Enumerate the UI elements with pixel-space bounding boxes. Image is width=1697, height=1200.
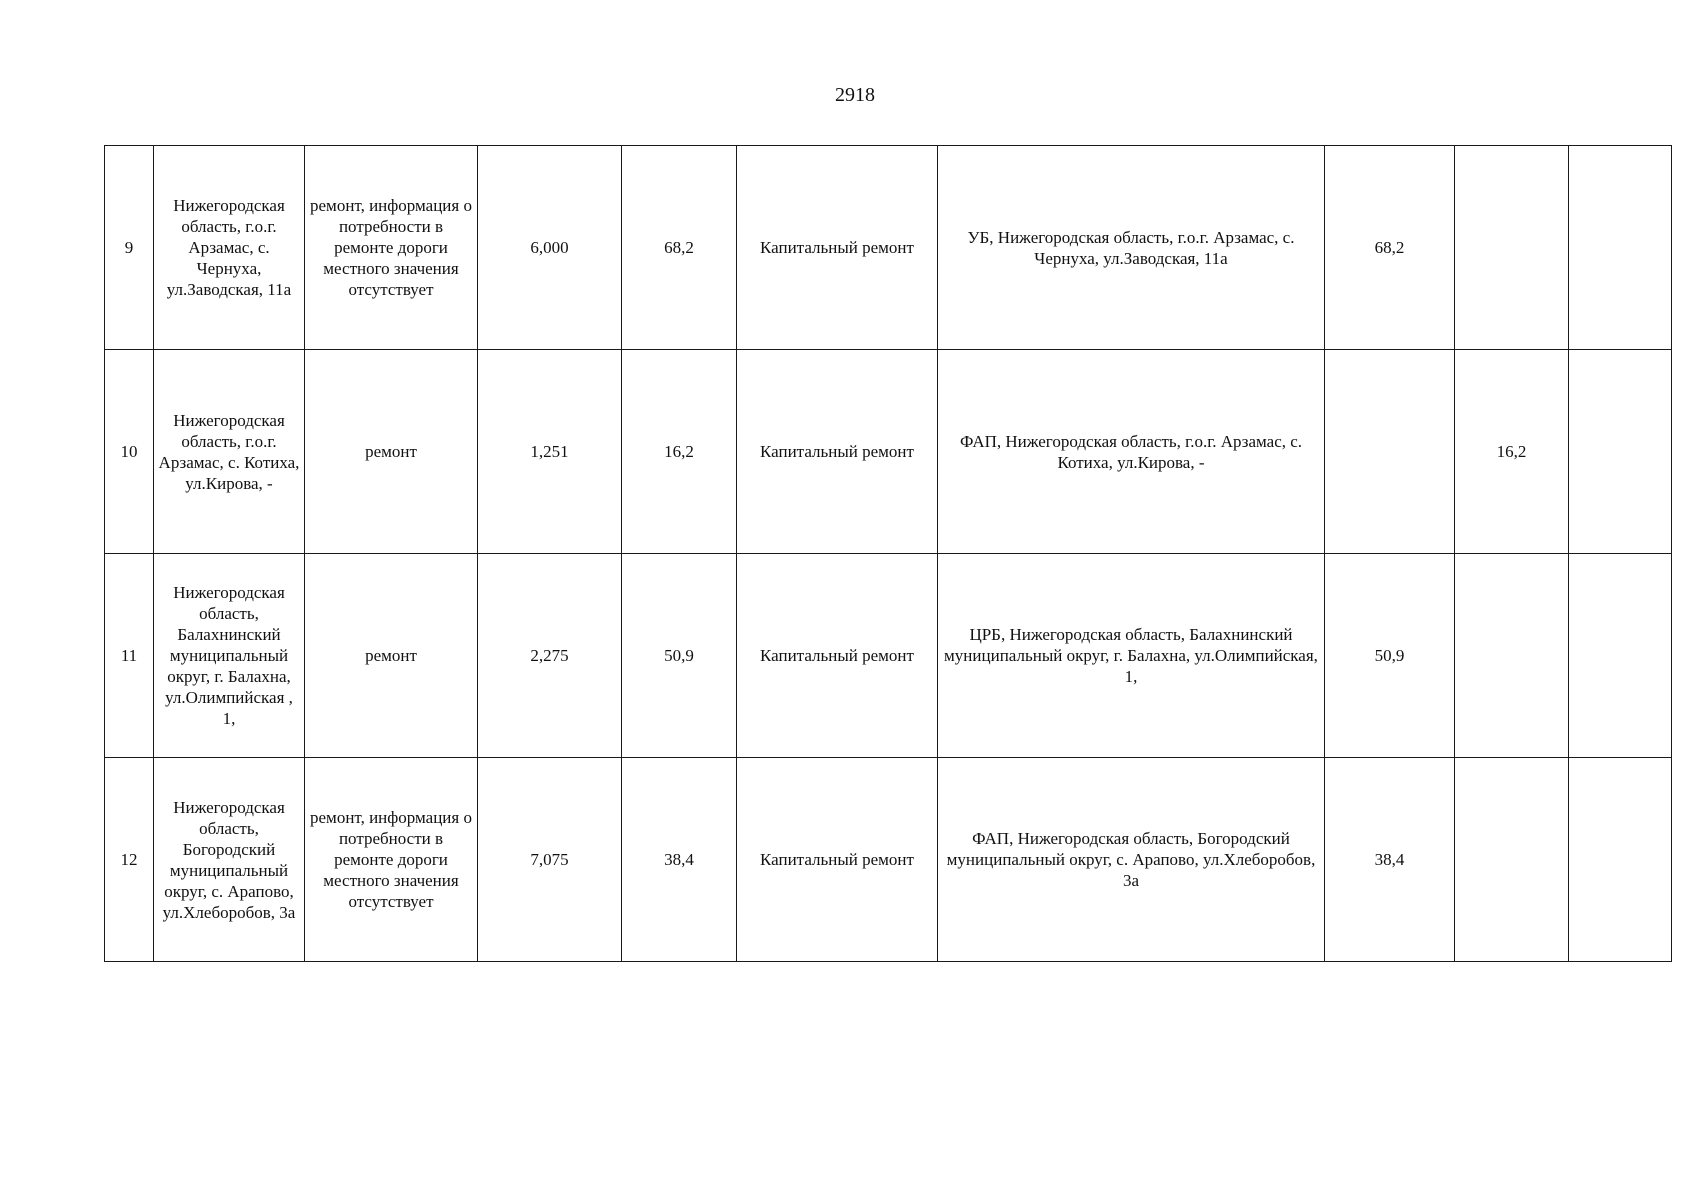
- cell-work-type: ремонт: [305, 554, 478, 758]
- cell-value-4: [1455, 146, 1569, 350]
- cell-facility: ФАП, Нижегородская область, Богородский муниципальный округ, с. Арапово, ул.Хлеборобов, 3а: [938, 758, 1325, 962]
- cell-facility: ФАП, Нижегородская область, г.о.г. Арзамас, с. Котиха, ул.Кирова, -: [938, 350, 1325, 554]
- cell-value-2: 50,9: [622, 554, 737, 758]
- cell-work-type: ремонт: [305, 350, 478, 554]
- table-row: [105, 350, 1672, 554]
- cell-value-5: [1569, 146, 1672, 350]
- cell-value-1: 7,075: [478, 758, 622, 962]
- cell-value-3: 38,4: [1325, 758, 1455, 962]
- cell-address: Нижегородская область, г.о.г. Арзамас, с. Чернуха, ул.Заводская, 11а: [154, 146, 305, 350]
- page-number: 2918: [835, 84, 875, 106]
- cell-number: 9: [105, 146, 154, 350]
- cell-value-4: [1455, 758, 1569, 962]
- cell-repair-kind: Капитальный ремонт: [737, 758, 938, 962]
- cell-address: Нижегородская область, Балахнинский муниципальный округ, г. Балахна, ул.Олимпийская , 1,: [154, 554, 305, 758]
- cell-value-5: [1569, 758, 1672, 962]
- cell-facility: ЦРБ, Нижегородская область, Балахнинский муниципальный округ, г. Балахна, ул.Олимпийская, 1,: [938, 554, 1325, 758]
- cell-repair-kind: Капитальный ремонт: [737, 554, 938, 758]
- cell-repair-kind: Капитальный ремонт: [737, 350, 938, 554]
- cell-value-3: 50,9: [1325, 554, 1455, 758]
- table-row: [105, 554, 1672, 758]
- cell-value-1: 1,251: [478, 350, 622, 554]
- cell-number: 11: [105, 554, 154, 758]
- cell-work-type: ремонт, информация о потребности в ремонте дороги местного значения отсутствует: [305, 758, 478, 962]
- cell-number: 12: [105, 758, 154, 962]
- table-row: [105, 758, 1672, 962]
- data-table: [104, 145, 1672, 962]
- cell-address: Нижегородская область, г.о.г. Арзамас, с. Котиха, ул.Кирова, -: [154, 350, 305, 554]
- cell-value-3: [1325, 350, 1455, 554]
- cell-value-5: [1569, 350, 1672, 554]
- cell-value-2: 68,2: [622, 146, 737, 350]
- cell-address: Нижегородская область, Богородский муниципальный округ, с. Арапово, ул.Хлеборобов, 3а: [154, 758, 305, 962]
- cell-value-5: [1569, 554, 1672, 758]
- cell-value-1: 2,275: [478, 554, 622, 758]
- cell-value-4: 16,2: [1455, 350, 1569, 554]
- table-row: [105, 146, 1672, 350]
- cell-value-4: [1455, 554, 1569, 758]
- cell-number: 10: [105, 350, 154, 554]
- cell-repair-kind: Капитальный ремонт: [737, 146, 938, 350]
- cell-facility: УБ, Нижегородская область, г.о.г. Арзамас, с. Чернуха, ул.Заводская, 11а: [938, 146, 1325, 350]
- cell-value-3: 68,2: [1325, 146, 1455, 350]
- cell-value-1: 6,000: [478, 146, 622, 350]
- cell-value-2: 16,2: [622, 350, 737, 554]
- cell-value-2: 38,4: [622, 758, 737, 962]
- cell-work-type: ремонт, информация о потребности в ремонте дороги местного значения отсутствует: [305, 146, 478, 350]
